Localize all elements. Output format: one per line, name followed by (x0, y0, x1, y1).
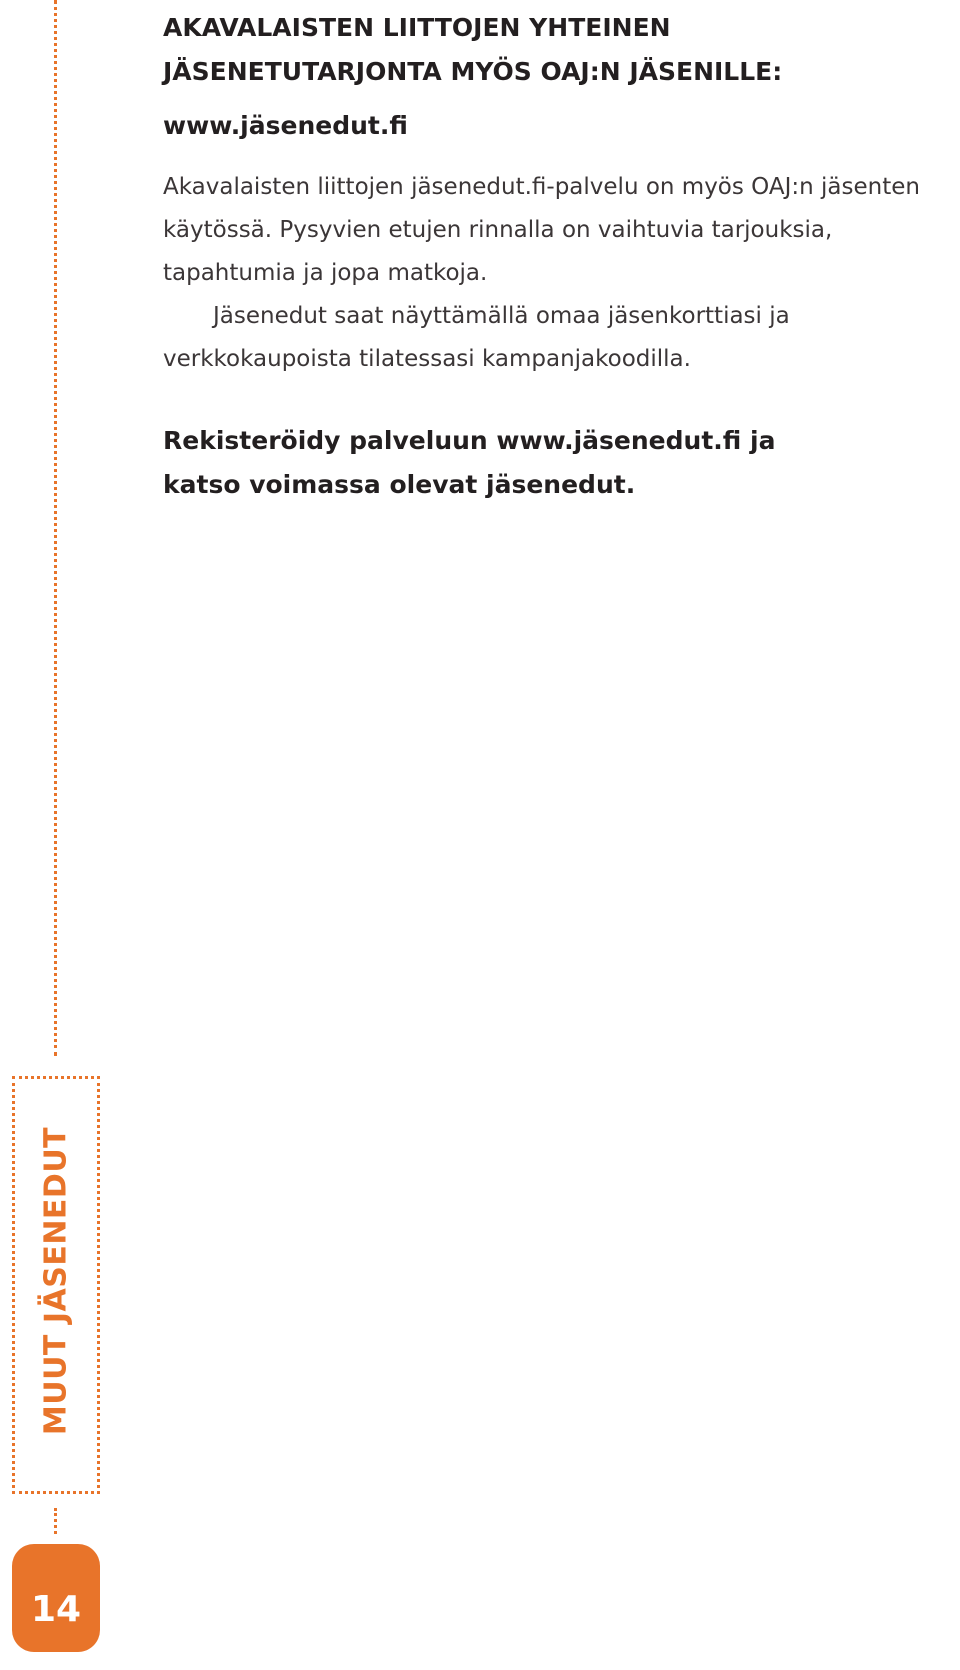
paragraph-benefits: Jäsenedut saat näyttämällä omaa jäsenkorttiasi ja verkkokaupoista tilatessasi kampanjakoodilla. (163, 303, 790, 372)
cta-line-1: Rekisteröidy palveluun www.jäsenedut.fi ja (163, 426, 776, 455)
page-number: 14 (30, 1588, 82, 1630)
call-to-action (163, 419, 943, 507)
article-content (163, 6, 943, 507)
page-number-badge (12, 1544, 100, 1652)
dotted-divider-top (54, 0, 57, 1056)
heading-line-2: JÄSENETUTARJONTA MYÖS OAJ:N JÄSENILLE: (163, 57, 783, 86)
paragraph-intro: Akavalaisten liittojen jäsenedut.fi-palvelu on myös OAJ:n jäsenten käytössä. Pysyvien etujen rinnalla on vaihtuvia tarjouksia, tapahtumia ja jopa matkoja. (163, 174, 920, 286)
article-heading (163, 6, 943, 94)
dotted-divider-bottom (54, 1508, 57, 1534)
heading-line-1: AKAVALAISTEN LIITTOJEN YHTEINEN (163, 13, 671, 42)
service-url: www.jäsenedut.fi (163, 111, 408, 140)
section-label: MUUT JÄSENEDUT (38, 1126, 74, 1436)
cta-line-2: katso voimassa olevat jäsenedut. (163, 470, 636, 499)
